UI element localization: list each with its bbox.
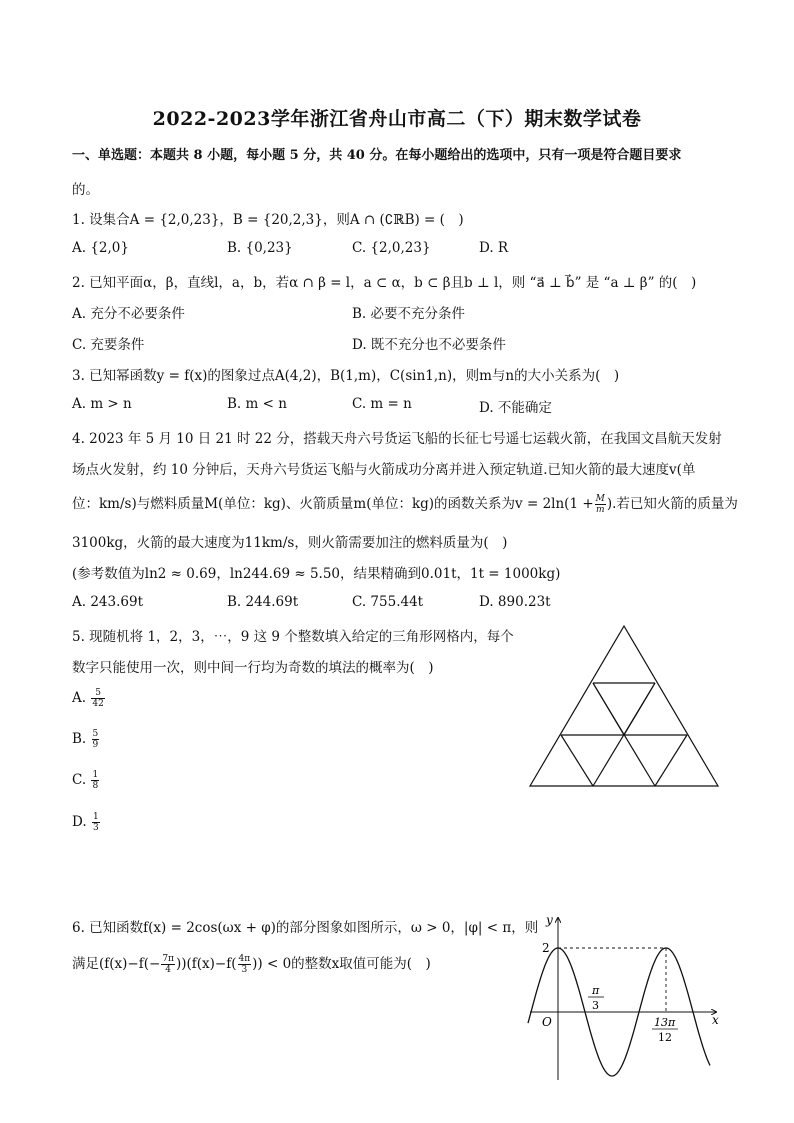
question-4-option-b: B. 244.69t <box>227 594 299 610</box>
option-fraction <box>91 770 99 791</box>
question-4-option-c: C. 755.44t <box>352 594 424 610</box>
cosine-graph-figure <box>520 908 724 1084</box>
question-1-option-d: D. R <box>479 240 509 256</box>
fraction-den: 8 <box>92 781 99 791</box>
section-heading-line2: 的。 <box>72 182 99 198</box>
question-1-stem: 1. 设集合A = {2,0,23}，B = {20,2,3}，则A ∩ (∁ℝB) = ( ) <box>72 212 464 228</box>
fraction-num: 4π <box>238 954 251 964</box>
question-4-fraction-num: M <box>595 494 605 504</box>
fraction-num: 5 <box>92 729 99 739</box>
question-5-option-c <box>72 770 100 791</box>
question-6-line2 <box>72 952 431 975</box>
question-4-line3-text-a: 位：km/s)与燃料质量M(单位：kg)、火箭质量m(单位：kg)的函数关系为v = 2ln(1 + <box>72 496 594 512</box>
exam-title: 2022-2023学年浙江省舟山市高二（下）期末数学试卷 <box>152 108 642 130</box>
question-1-option-c: C. {2,0,23} <box>352 240 431 256</box>
question-5-option-d <box>72 812 101 833</box>
option-fraction <box>92 729 100 750</box>
question-2-stem: 2. 已知平面α，β，直线l，a，b，若α ∩ β = l，a ⊂ α，b ⊂ β且b ⊥ l，则 “a⃗ ⊥ b⃗” 是 “a ⊥ β” 的( ) <box>72 275 697 291</box>
question-3-stem: 3. 已知幂函数y = f(x)的图象过点A(4,2)，B(1,m)，C(sin1,n)，则m与n的大小关系为( ) <box>72 368 620 384</box>
option-label: D. <box>72 814 87 830</box>
outer-triangle <box>530 626 718 786</box>
question-2-option-b: B. 必要不充分条件 <box>352 306 466 322</box>
triangle-grid-figure <box>526 624 722 788</box>
question-6-text-a: 满足(f(x)−f(− <box>72 956 161 972</box>
grid-line-diag3 <box>561 735 593 786</box>
option-fraction <box>92 812 100 833</box>
fraction-den: 3 <box>92 823 99 833</box>
question-2-option-d: D. 既不充分也不必要条件 <box>352 337 506 353</box>
question-3-option-b: B. m < n <box>227 396 287 412</box>
question-6-fraction-2 <box>238 954 252 975</box>
question-3-option-a: A. m > n <box>72 396 132 412</box>
question-6-text-b: ))(f(x)−f( <box>175 956 237 972</box>
grid-line-diag5 <box>593 683 624 735</box>
question-3-option-c: C. m = n <box>352 396 412 412</box>
grid-line-diag4 <box>655 735 687 786</box>
question-4-line4: 3100kg，火箭的最大速度为11km/s，则火箭需要加注的燃料质量为( ) <box>72 535 508 551</box>
tick1-den-label: 3 <box>592 999 599 1012</box>
section-heading-line1: 一、单选题：本题共 8 小题，每小题 5 分，共 40 分。在每小题给出的选项中，只有一项是符合题目要求 <box>72 148 682 163</box>
fraction-num: 1 <box>92 812 99 822</box>
question-4-line5: (参考数值为ln2 ≈ 0.69，ln244.69 ≈ 5.50，结果精确到0.01t，1t = 1000kg) <box>72 566 561 582</box>
question-4-line3-text-b: ).若已知火箭的质量为 <box>606 496 738 512</box>
fraction-num: 5 <box>91 688 104 699</box>
fraction-num: 7π <box>162 954 174 964</box>
question-4-line3 <box>72 492 738 515</box>
question-4-fraction <box>595 494 606 515</box>
question-4-line2: 场点火发射，约 10 分钟后，天舟六号货运飞船与火箭成功分离并进入预定轨道.已知火箭的最大速度v(单 <box>72 462 696 478</box>
question-6-text-c: )) < 0的整数x取值可能为( ) <box>252 956 431 972</box>
question-4-line1: 4. 2023 年 5 月 10 日 21 时 22 分，搭载天舟六号货运飞船的长征七号遥七运载火箭，在我国文昌航天发射 <box>72 431 722 447</box>
question-2-option-a: A. 充分不必要条件 <box>72 306 185 322</box>
option-label: A. <box>72 690 87 706</box>
question-5-line1: 5. 现随机将 1，2，3，⋯，9 这 9 个整数填入给定的三角形网格内，每个 <box>72 629 514 645</box>
fraction-num: 1 <box>92 770 99 780</box>
question-4-fraction-den: m <box>595 505 605 515</box>
fraction-den: 9 <box>92 740 99 750</box>
question-6-fraction-1 <box>161 954 175 975</box>
question-3-option-d: D. 不能确定 <box>479 400 552 416</box>
fraction-den: 42 <box>92 699 104 709</box>
max-value-label: 2 <box>542 941 550 955</box>
x-axis-label: x <box>712 1013 719 1027</box>
tick2-den-label: 12 <box>658 1031 672 1044</box>
question-1-option-a: A. {2,0} <box>72 240 129 256</box>
option-label: B. <box>72 731 87 747</box>
origin-label: O <box>542 1015 552 1029</box>
tick2-num-label: 13π <box>654 1016 676 1029</box>
question-4-option-a: A. 243.69t <box>72 594 143 610</box>
option-fraction <box>91 688 104 709</box>
question-5-option-b <box>72 729 100 750</box>
question-6-line1: 6. 已知函数f(x) = 2cos(ωx + φ)的部分图象如图所示，ω > 0，|φ| < π，则 <box>72 920 539 936</box>
question-5-option-a <box>72 688 106 709</box>
grid-line-diag6 <box>624 683 655 735</box>
tick1-num-label: π <box>592 984 600 997</box>
question-2-option-c: C. 充要条件 <box>72 337 145 353</box>
fraction-den: 3 <box>241 965 248 975</box>
y-axis-label: y <box>546 913 553 927</box>
fraction-den: 4 <box>165 965 171 975</box>
question-4-option-d: D. 890.23t <box>479 594 551 610</box>
option-label: C. <box>72 772 87 788</box>
question-5-line2: 数字只能使用一次，则中间一行均为奇数的填法的概率为( ) <box>72 660 434 676</box>
question-1-option-b: B. {0,23} <box>227 240 293 256</box>
